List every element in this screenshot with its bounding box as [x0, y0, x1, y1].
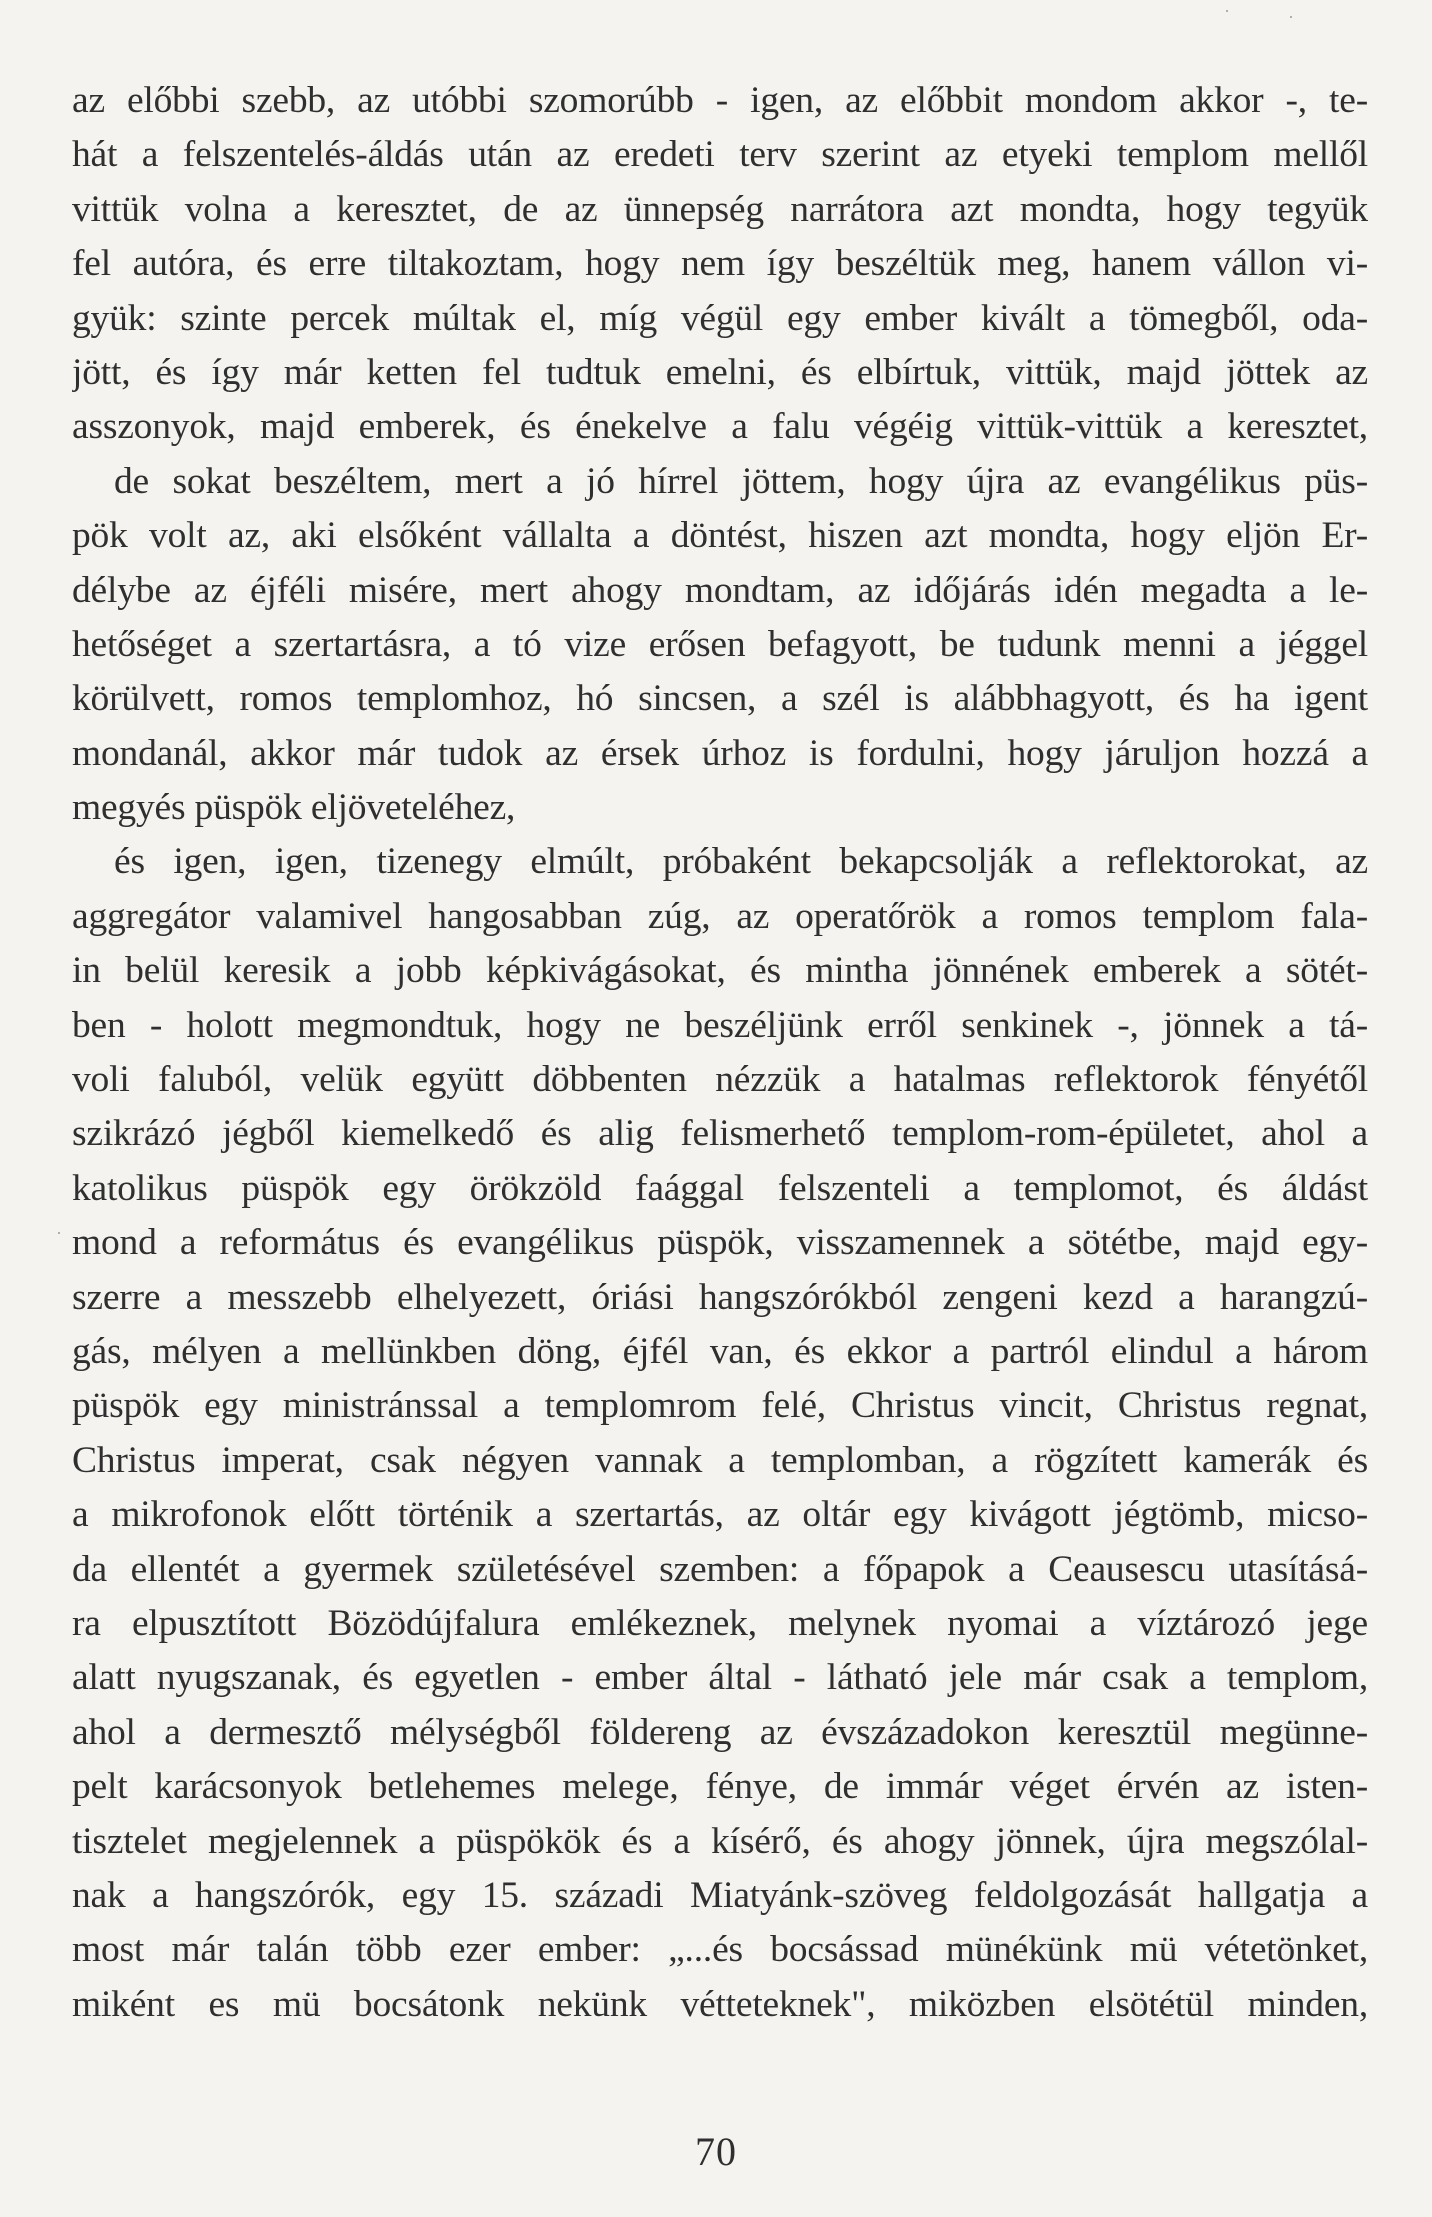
text-line: megyés püspök eljöveteléhez,	[72, 787, 516, 829]
text-line: in belül keresik a jobb képkivágásokat, és mintha jönnének emberek a sötét-	[72, 950, 1368, 992]
text-line: fel autóra, és erre tiltakoztam, hogy nem így beszéltük meg, hanem vállon vi-	[72, 243, 1368, 285]
text-line: Christus imperat, csak négyen vannak a templomban, a rögzített kamerák és	[72, 1439, 1368, 1481]
page-number: 70	[695, 2129, 737, 2174]
text-line: asszonyok, majd emberek, és énekelve a falu végéig vittük-vittük a keresztet,	[72, 406, 1368, 448]
text-line: gyük: szinte percek múltak el, míg végül egy ember kivált a tömegből, oda-	[72, 297, 1368, 339]
text-line: most már talán több ezer ember: „...és bocsássad münékünk mü vétetönket,	[72, 1929, 1368, 1971]
text-line: délybe az éjféli misére, mert ahogy mondtam, az időjárás idén megadta a le-	[72, 569, 1368, 611]
text-line: de sokat beszéltem, mert a jó hírrel jöttem, hogy újra az evangélikus püs-	[114, 460, 1368, 502]
text-line: és igen, igen, tizenegy elmúlt, próbaként bekapcsolják a reflektorokat, az	[114, 841, 1368, 883]
text-line: aggregátor valamivel hangosabban zúg, az operatőrök a romos templom fala-	[72, 895, 1368, 937]
text-line: mondanál, akkor már tudok az érsek úrhoz is fordulni, hogy járuljon hozzá a	[72, 732, 1368, 774]
text-line: voli faluból, velük együtt döbbenten nézzük a hatalmas reflektorok fényétől	[72, 1059, 1368, 1101]
text-line: körülvett, romos templomhoz, hó sincsen, a szél is alábbhagyott, és ha igent	[72, 678, 1368, 720]
text-line: da ellentét a gyermek születésével szemben: a főpapok a Ceausescu utasításá-	[72, 1548, 1368, 1590]
text-line: ra elpusztított Bözödújfalura emlékeznek, melynek nyomai a víztározó jege	[72, 1602, 1368, 1644]
text-line: püspök egy ministránssal a templomrom felé, Christus vincit, Christus regnat,	[72, 1385, 1368, 1427]
text-line: gás, mélyen a mellünkben döng, éjfél van, és ekkor a partról elindul a három	[72, 1330, 1368, 1372]
text-line: katolikus püspök egy örökzöld faággal felszenteli a templomot, és áldást	[72, 1167, 1368, 1209]
scan-speck	[1290, 16, 1292, 18]
text-line: alatt nyugszanak, és egyetlen - ember által - látható jele már csak a templom,	[72, 1657, 1368, 1699]
text-line: az előbbi szebb, az utóbbi szomorúbb - igen, az előbbit mondom akkor -, te-	[72, 80, 1368, 121]
scan-speck	[1226, 10, 1228, 12]
text-line: tisztelet megjelennek a püspökök és a kísérő, és ahogy jönnek, újra megszólal-	[72, 1820, 1368, 1862]
text-line: szerre a messzebb elhelyezett, óriási hangszórókból zengeni kezd a harangzú-	[72, 1276, 1368, 1318]
text-line: ahol a dermesztő mélységből földereng az évszázadokon keresztül megünne-	[72, 1711, 1368, 1753]
text-line: hát a felszentelés-áldás után az eredeti terv szerint az etyeki templom mellől	[72, 134, 1368, 176]
text-line: miként es mü bocsátonk nekünk vétteteknek", miközben elsötétül minden,	[72, 1983, 1368, 2025]
body-text	[72, 74, 1368, 2032]
scan-speck	[58, 1232, 60, 1234]
text-line: a mikrofonok előtt történik a szertartás, az oltár egy kivágott jégtömb, micso-	[72, 1494, 1368, 1536]
text-line: pelt karácsonyok betlehemes melege, fénye, de immár véget érvén az isten-	[72, 1766, 1368, 1808]
text-line: szikrázó jégből kiemelkedő és alig felismerhető templom-rom-épületet, ahol a	[72, 1113, 1368, 1155]
text-line: pök volt az, aki elsőként vállalta a döntést, hiszen azt mondta, hogy eljön Er-	[72, 515, 1368, 557]
text-line: hetőséget a szertartásra, a tó vize erősen befagyott, be tudunk menni a jéggel	[72, 623, 1368, 665]
text-line: ben - holott megmondtuk, hogy ne beszéljünk erről senkinek -, jönnek a tá-	[72, 1004, 1368, 1046]
text-line: mond a református és evangélikus püspök, visszamennek a sötétbe, majd egy-	[72, 1222, 1368, 1264]
text-line: vittük volna a keresztet, de az ünnepség narrátora azt mondta, hogy tegyük	[72, 188, 1368, 230]
text-line: nak a hangszórók, egy 15. századi Miatyánk-szöveg feldolgozását hallgatja a	[72, 1874, 1368, 1916]
text-line: jött, és így már ketten fel tudtuk emelni, és elbírtuk, vittük, majd jöttek az	[72, 351, 1368, 393]
